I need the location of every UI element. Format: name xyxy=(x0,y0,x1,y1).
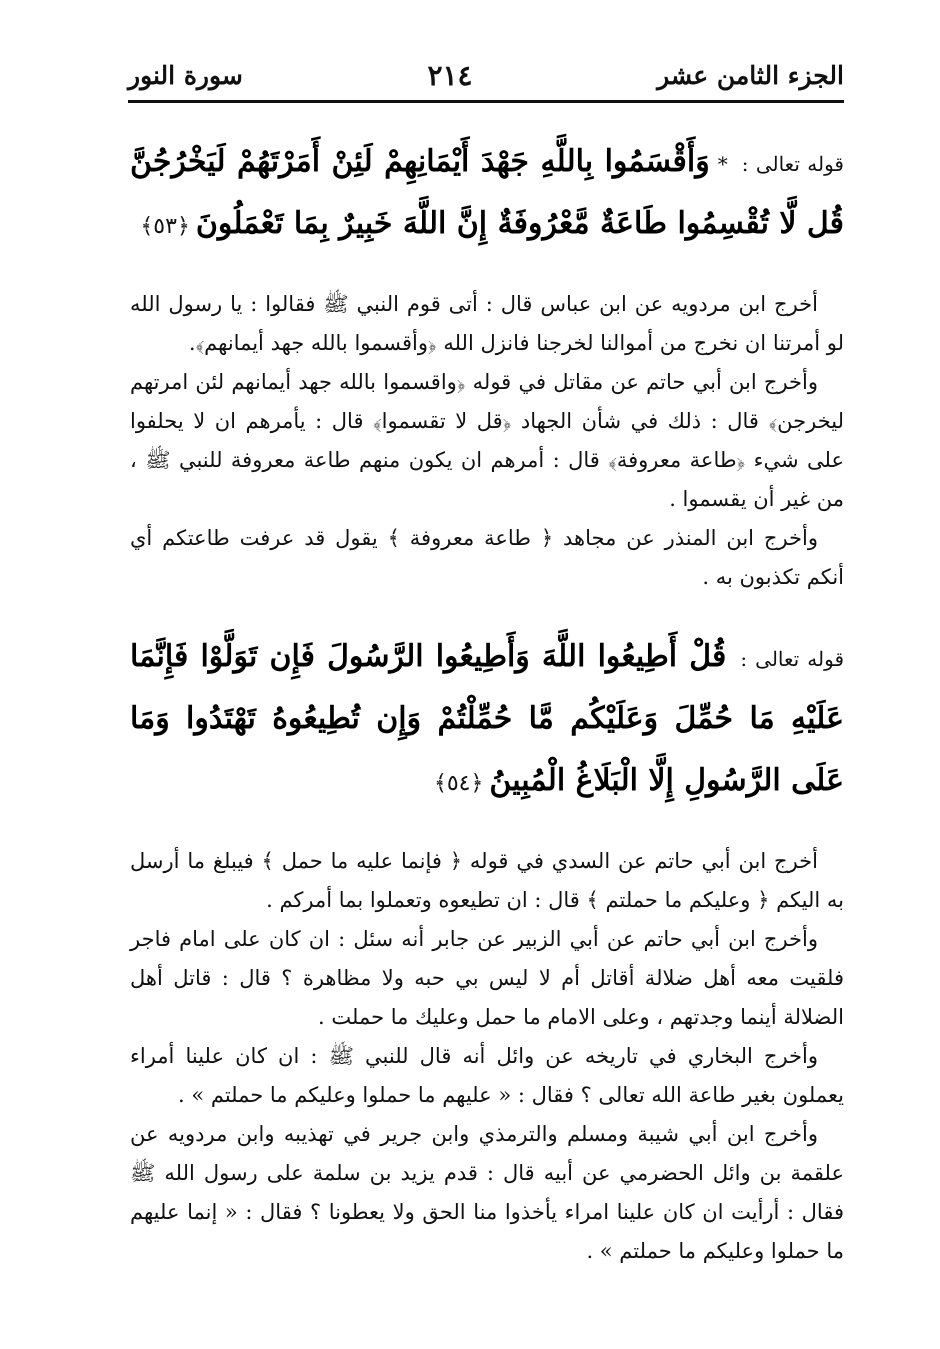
spacer xyxy=(130,597,844,627)
commentary-paragraph: أخرج ابن مردويه عن ابن عباس قال : أتى قوم النبي ﷺ فقالوا : يا رسول الله لو أمرتنا ان نخرج من أموالنا لخرجنا فانزل الله ﴿وأقسموا بالله جهد أيمانهم﴾. xyxy=(130,292,844,355)
commentary-paragraph: وأخرج ابن المنذر عن مجاهد ﴿ طاعة معروفة ﴾ يقول قد عرفت طاعتكم أي أنكم تكذبون به . xyxy=(130,526,844,589)
quran-verse: قُلْ أَطِيعُوا اللَّهَ وَأَطِيعُوا الرَّسُولَ فَإِن تَوَلَّوْا فَإِنَّمَا عَلَيْهِ مَا حُمِّلَ وَعَلَيْكُم مَّا حُمِّلْتُمْ وَإِن تُطِيعُوهُ تَهْتَدُوا وَمَا عَلَى الرَّسُولِ إِلَّا الْبَلَاغُ الْمُبِينُ xyxy=(130,639,844,798)
spacer xyxy=(130,257,844,285)
commentary-paragraph: وأخرج البخاري في تاريخه عن وائل أنه قال للنبي ﷺ : ان كان علينا أمراء يعملون بغير طاعة الله تعالى ؟ فقال : « عليهم ما حملوا وعليكم ما حملتم » . xyxy=(130,1044,844,1107)
juz-title: الجزء الثامن عشر xyxy=(657,60,844,90)
page-header xyxy=(128,52,844,98)
surah-title: سورة النور xyxy=(128,60,243,90)
ayah-number-mark: ﴿٥٤﴾ xyxy=(433,771,484,796)
verse-intro: قوله تعالى : xyxy=(740,647,845,671)
star-marker: * xyxy=(717,152,728,176)
page-number: ٢١٤ xyxy=(427,58,473,92)
commentary-paragraph: وأخرج ابن أبي حاتم عن أبي الزبير عن جابر أنه سئل : ان كان على امام فاجر فلقيت معه أهل ضلالة أقاتل أم لا ليس بي حبه ولا مظاهرة ؟ قال : قاتل أهل الضلالة أينما وجدتهم ، وعلى الامام ما حمل وعليك ما حملت . xyxy=(130,927,844,1029)
ayah-number-mark: ﴿٥٣﴾ xyxy=(140,214,190,239)
quran-verse: وَأَقْسَمُوا بِاللَّهِ جَهْدَ أَيْمَانِهِمْ لَئِنْ أَمَرْتَهُمْ لَيَخْرُجُنَّ قُل لَّا تُقْسِمُوا طَاعَةٌ مَّعْرُوفَةٌ إِنَّ اللَّهَ خَبِيرٌ بِمَا تَعْمَلُونَ xyxy=(130,144,844,241)
verse-block-53 xyxy=(130,132,844,257)
verse-intro: قوله تعالى : xyxy=(741,152,844,176)
commentary-paragraph: وأخرج ابن أبي شيبة ومسلم والترمذي وابن جرير في تهذيبه وابن مردويه عن علقمة بن وائل الحضرمي عن أبيه قال : قدم يزيد بن سلمة على رسول الله ﷺ فقال : أرأيت ان كان علينا امراء يأخذوا منا الحق ولا يعطونا ؟ فقال : « إنما عليهم ما حملوا وعليكم ما حملتم » . xyxy=(130,1122,844,1263)
verse-block-54 xyxy=(130,627,844,814)
spacer xyxy=(130,814,844,842)
commentary-paragraph: وأخرج ابن أبي حاتم عن مقاتل في قوله ﴿واقسموا بالله جهد أيمانهم لئن امرتهم ليخرجن﴾ قال : ذلك في شأن الجهاد ﴿قل لا تقسموا﴾ قال : يأمرهم ان لا يحلفوا على شيء ﴿طاعة معروفة﴾ قال : أمرهم ان يكون منهم طاعة معروفة للنبي ﷺ ، من غير أن يقسموا . xyxy=(130,370,844,511)
commentary-paragraph: أخرج ابن أبي حاتم عن السدي في قوله ﴿ فإنما عليه ما حمل ﴾ فيبلغ ما أرسل به اليكم ﴿ وعليكم ما حملتم ﴾ قال : ان تطيعوه وتعملوا بما أمركم . xyxy=(130,849,844,912)
page-content xyxy=(130,132,844,1271)
header-divider xyxy=(128,100,844,103)
